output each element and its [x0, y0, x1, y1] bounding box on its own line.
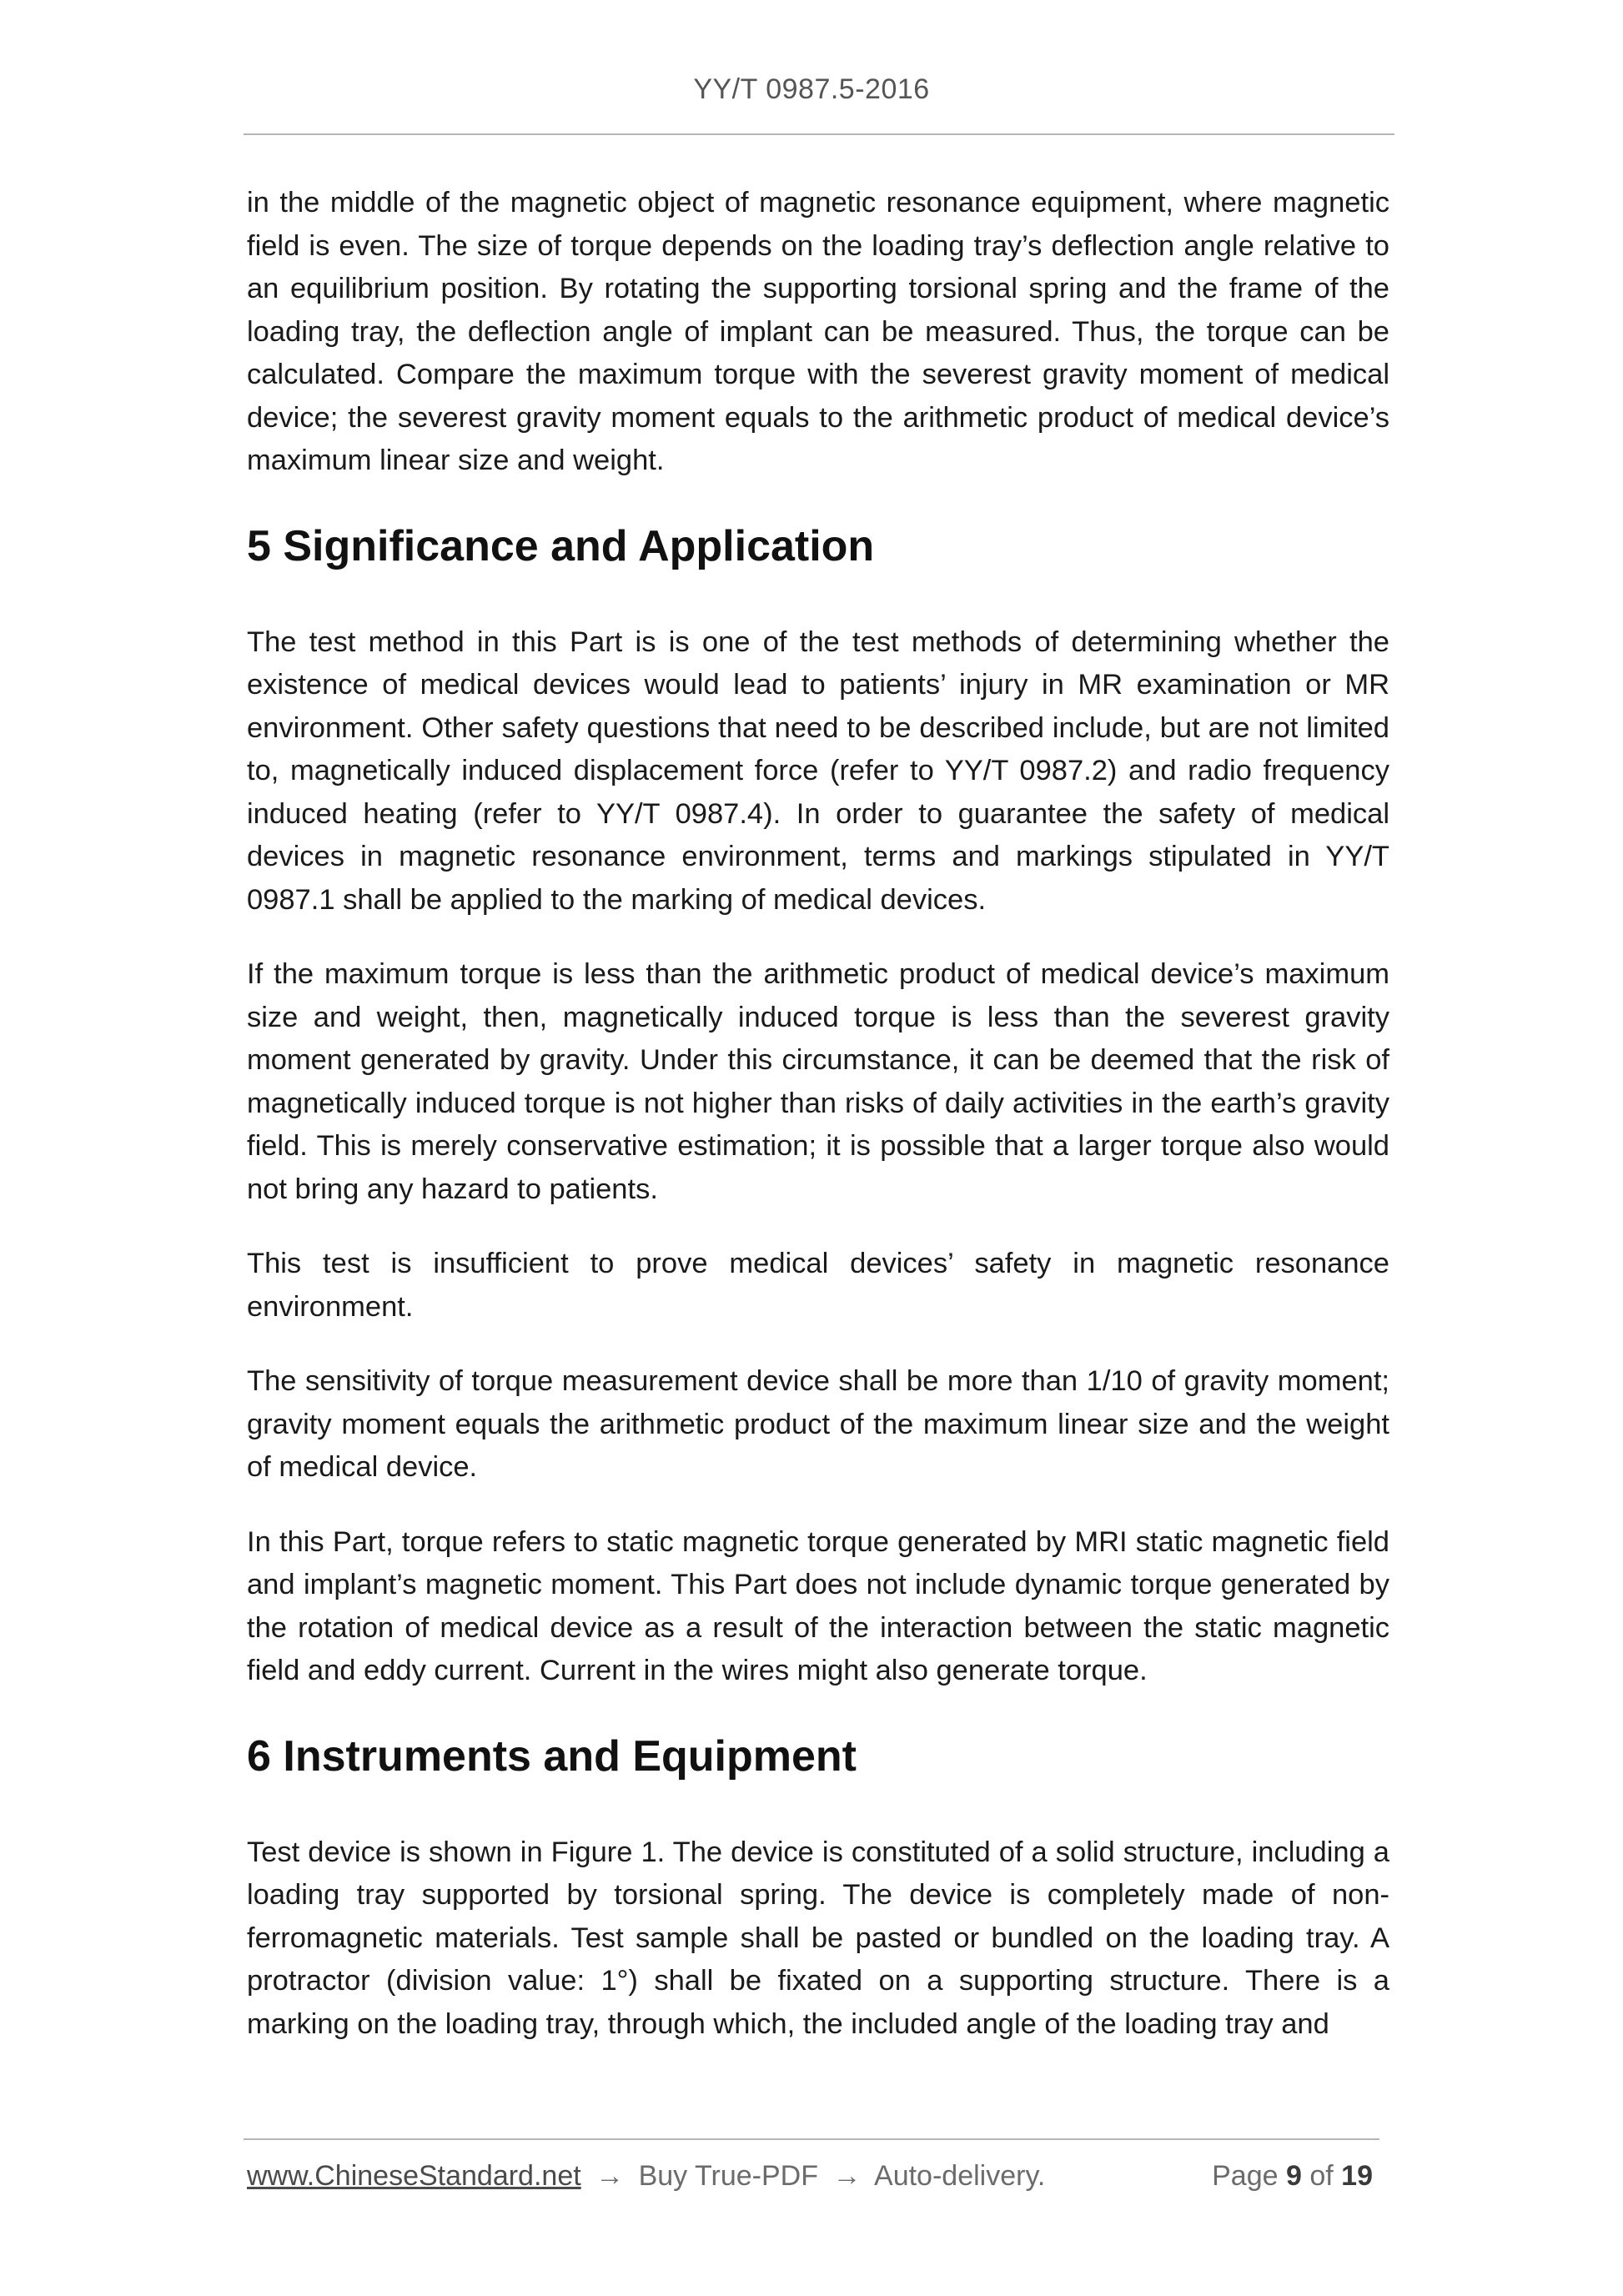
arrow-icon: → [832, 2160, 862, 2192]
page-label: Page [1212, 2160, 1279, 2192]
section-5-paragraph-3: This test is insufficient to prove medical devices’ safety in magnetic resonance environment. [247, 1248, 1389, 1323]
section-6-heading: 6 Instruments and Equipment [247, 1731, 857, 1781]
arrow-icon: → [595, 2160, 625, 2192]
intro-paragraph: in the middle of the magnetic object of magnetic resonance equipment, where magnetic field is even. The size of torque depends on the loading tray’s deflection angle relative to an equilibrium position. By rotating the supporting torsional spring and the frame of the loading tray, the deflection angle of implant can be measured. Thus, the torque can be calculated. Compare the maximum torque with the severest gravity moment of medical device; the severest gravity moment equals to the arithmetic product of medical device’s maximum linear size and weight. [247, 187, 1389, 476]
section-5-paragraph-5: In this Part, torque refers to static magnetic torque generated by MRI static magnetic field and implant’s magnetic moment. This Part does not include dynamic torque generated by the rotation of medical device as a result of the interaction between the static magnetic field and eddy current. Current in the wires might also generate torque. [247, 1525, 1389, 1686]
footer-divider [244, 2138, 1379, 2140]
header-divider [244, 133, 1394, 135]
page-total: 19 [1341, 2160, 1373, 2192]
page-number: 9 [1285, 2160, 1302, 2192]
page-footer [247, 2160, 1383, 2193]
page-indicator [1212, 2160, 1373, 2193]
document-header: YY/T 0987.5-2016 [693, 73, 930, 105]
section-5-paragraph-4: The sensitivity of torque measurement device shall be more than 1/10 of gravity moment; gravity moment equals the arithmetic product of the maximum linear size and the weight of medical device. [247, 1365, 1389, 1483]
site-link[interactable]: www.ChineseStandard.net [247, 2160, 581, 2192]
buy-text: Buy True-PDF [638, 2160, 818, 2192]
page-body [247, 182, 1389, 2046]
section-6-paragraph-1: Test device is shown in Figure 1. The device is constituted of a solid structure, including a loading tray supported by torsional spring. The device is completely made of non-ferromagnetic materials. Test sample shall be pasted or bundled on the loading tray. A protractor (division value: 1°) shall be fixated on a supporting structure. There is a marking on the loading tray, through which, the included angle of the loading tray and [247, 1836, 1389, 2040]
section-5-heading: 5 Significance and Application [247, 521, 875, 570]
delivery-text: Auto-delivery. [874, 2160, 1046, 2192]
section-5-paragraph-2: If the maximum torque is less than the arithmetic product of medical device’s maximum size and weight, then, magnetically induced torque is less than the severest gravity moment generated by gravity. Under this circumstance, it can be deemed that the risk of magnetically induced torque is not higher than risks of daily activities in the earth’s gravity field. This is merely conservative estimation; it is possible that a larger torque also would not bring any hazard to patients. [247, 958, 1389, 1205]
of-label: of [1309, 2160, 1334, 2192]
section-5-paragraph-1: The test method in this Part is is one of the test methods of determining whether the existence of medical devices would lead to patients’ injury in MR examination or MR environment. Other safety questions that need to be described include, but are not limited to, magnetically induced displacement force (refer to YY/T 0987.2) and radio frequency induced heating (refer to YY/T 0987.4). In order to guarantee the safety of medical devices in magnetic resonance environment, terms and markings stipulated in YY/T 0987.1 shall be applied to the marking of medical devices. [247, 625, 1389, 916]
